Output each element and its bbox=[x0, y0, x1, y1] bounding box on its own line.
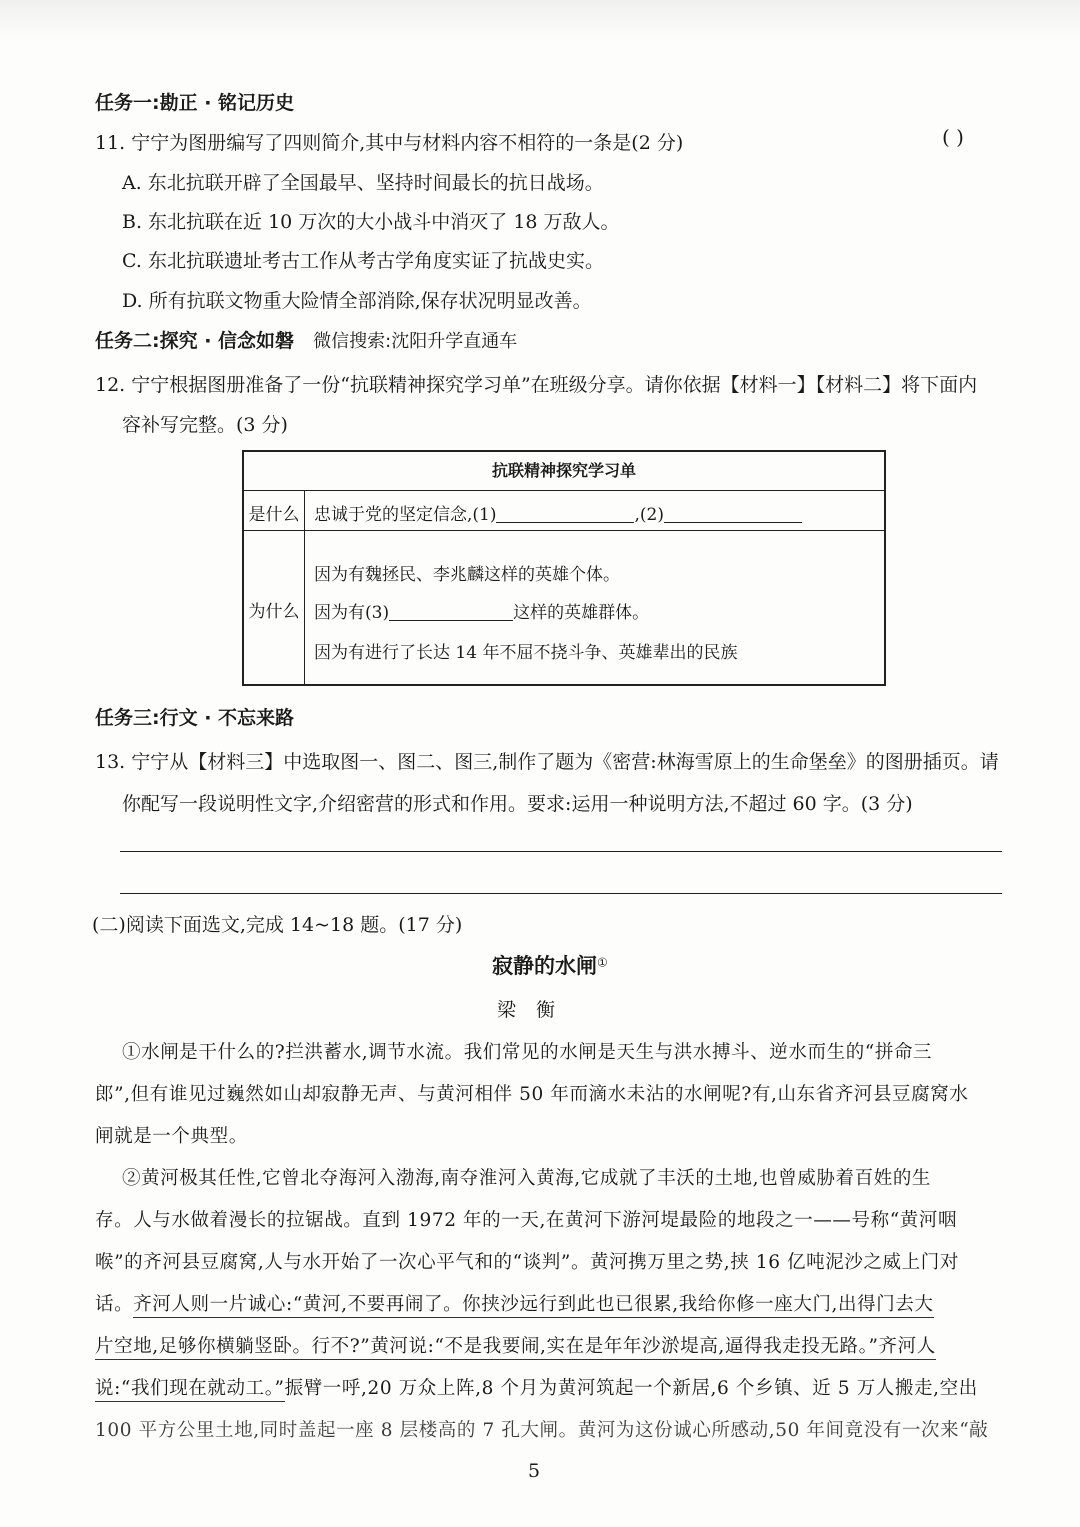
scan-shadow bbox=[0, 0, 1080, 40]
q11-option-d: D. 所有抗联文物重大险情全部消除,保存状况明显改善。 bbox=[122, 290, 592, 312]
p1-line-3: 闸就是一个典型。 bbox=[95, 1126, 248, 1147]
p2-line5-underlined: 片空地,足够你横躺竖卧。行不?”黄河说:“不是我要闹,实在是年年沙淤堤高,逼得我走投无路。”齐河人 bbox=[95, 1336, 936, 1360]
worksheet-table bbox=[242, 450, 886, 686]
footnote-mark: ① bbox=[597, 955, 608, 970]
what-prefix: 忠诚于党的坚定信念,(1) bbox=[314, 505, 497, 525]
blank-3[interactable] bbox=[389, 602, 513, 621]
blank-1[interactable] bbox=[496, 504, 634, 523]
q11-option-b: B. 东北抗联在近 10 万次的大小战斗中消灭了 18 万敌人。 bbox=[122, 211, 620, 233]
why-line-2 bbox=[314, 598, 649, 623]
task2-heading: 任务二:探究 · 信念如磐 bbox=[95, 330, 295, 352]
q13-line1: 13. 宁宁从【材料三】中选取图一、图二、图三,制作了题为《密营:林海雪原上的生命堡垒》的图册插页。请 bbox=[95, 751, 999, 773]
page-number: 5 bbox=[528, 1460, 541, 1482]
p2-line-7: 100 平方公里土地,同时盖起一座 8 层楼高的 7 孔大闸。黄河为这份诚心所感动,50 年间竟没有一次来“敲 bbox=[95, 1420, 989, 1441]
q13-answer-line-2[interactable] bbox=[120, 893, 1002, 894]
q11-option-a: A. 东北抗联开辟了全国最早、坚持时间最长的抗日战场。 bbox=[122, 172, 604, 194]
why-line-3: 因为有进行了长达 14 年不屈不挠斗争、英雄辈出的民族 bbox=[314, 643, 738, 663]
section2-heading: (二)阅读下面选文,完成 14~18 题。(17 分) bbox=[92, 914, 463, 936]
p1-line-1: ①水闸是干什么的?拦洪蓄水,调节水流。我们常见的水闸是天生与洪水搏斗、逆水而生的“拼命三 bbox=[122, 1042, 933, 1063]
blank-2[interactable] bbox=[664, 504, 802, 523]
q12-line2: 容补写完整。(3 分) bbox=[122, 414, 288, 436]
p1-line-2: 郎”,但有谁见过巍然如山却寂静无声、与黄河相伴 50 年而滴水未沾的水闸呢?有,山东省齐河县豆腐窝水 bbox=[95, 1084, 969, 1105]
worksheet-title: 抗联精神探究学习单 bbox=[244, 452, 884, 491]
article-title: 寂静的水闸 bbox=[492, 954, 597, 978]
p2-line-1: ②黄河极其任性,它曾北夺海河入渤海,南夺淮河入黄海,它成就了丰沃的土地,也曾威胁着百姓的生 bbox=[122, 1168, 932, 1189]
p2-line4-underlined: 齐河人则一片诚心:“黄河,不要再闹了。你挟沙远行到此也已很累,我给你修一座大门,出得门去大 bbox=[133, 1294, 933, 1318]
what-mid: ,(2) bbox=[634, 505, 664, 525]
why-line2-prefix: 因为有(3) bbox=[314, 603, 390, 623]
p2-line-3: 喉”的齐河县豆腐窝,人与水开始了一次心平气和的“谈判”。黄河携万里之势,挟 16 亿吨泥沙之威上门对 bbox=[95, 1252, 959, 1273]
wechat-search-note: 微信搜索:沈阳升学直通车 bbox=[313, 331, 518, 352]
q13-answer-line-1[interactable] bbox=[120, 851, 1002, 852]
q11-stem: 11. 宁宁为图册编写了四则简介,其中与材料内容不相符的一条是(2 分) bbox=[95, 132, 684, 154]
p2-line6-underlined: 说:“我们现在就动工。” bbox=[95, 1378, 285, 1402]
task2-heading-row bbox=[95, 326, 517, 353]
worksheet-what-label: 是什么 bbox=[248, 505, 300, 525]
q13-line2: 你配写一段说明性文字,介绍密营的形式和作用。要求:运用一种说明方法,不超过 60 字。(3 分) bbox=[122, 793, 913, 815]
why-line2-suffix: 这样的英雄群体。 bbox=[513, 603, 650, 623]
p2-line4-plain: 话。 bbox=[95, 1294, 134, 1315]
p2-line-2: 存。人与水做着漫长的拉锯战。直到 1972 年的一天,在黄河下游河堤最险的地段之一——号称“黄河咽 bbox=[95, 1210, 958, 1231]
why-line-1: 因为有魏拯民、李兆麟这样的英雄个体。 bbox=[314, 565, 620, 585]
p2-line-6 bbox=[95, 1374, 978, 1400]
p2-line6-plain: 振臂一呼,20 万众上阵,8 个月为黄河筑起一个新居,6 个乡镇、近 5 万人搬走,空出 bbox=[284, 1378, 978, 1399]
p2-line-4 bbox=[95, 1290, 934, 1316]
article-author: 梁衡 bbox=[497, 999, 576, 1021]
q11-answer-bracket[interactable]: ( ) bbox=[942, 125, 964, 149]
worksheet-why-label: 为什么 bbox=[248, 602, 300, 622]
worksheet-what-cell bbox=[314, 500, 802, 525]
task3-heading: 任务三:行文 · 不忘来路 bbox=[95, 707, 295, 729]
p2-line-5 bbox=[95, 1332, 936, 1358]
task1-heading: 任务一:勘正 · 铭记历史 bbox=[95, 92, 295, 114]
q12-line1: 12. 宁宁根据图册准备了一份“抗联精神探究学习单”在班级分享。请你依据【材料一】【材料二】将下面内 bbox=[95, 374, 978, 396]
article-title-row bbox=[492, 950, 608, 980]
q11-option-c: C. 东北抗联遗址考古工作从考古学角度实证了抗战史实。 bbox=[122, 250, 604, 272]
worksheet-divider bbox=[304, 490, 305, 684]
